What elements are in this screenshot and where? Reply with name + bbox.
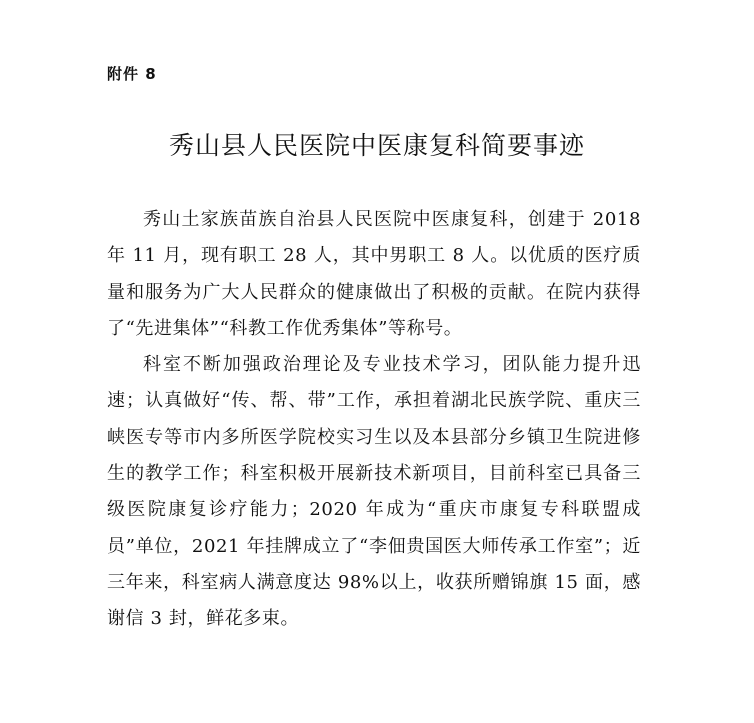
- paragraph-2: 科室不断加强政治理论及专业技术学习，团队能力提升迅速；认真做好“传、帮、带”工作，承担着湖北民族学院、重庆三峡医专等市内多所医学院校实习生以及本县部分乡镇卫生院进修生的教学工作；科室积极开展新技术新项目，目前科室已具备三级医院康复诊疗能力；2020 年成为“重庆市康复专科联盟成员”单位，2021 年挂牌成立了“李佃贵国医大师传承工作室”；近三年来，科室病人满意度达 98%以上，收获所赠锦旗 15 面，感谢信 3 封，鲜花多束。: [107, 354, 641, 630]
- attachment-label: 附件 8: [107, 65, 157, 83]
- document-body: [107, 202, 641, 638]
- document-title: 秀山县人民医院中医康复科简要事迹: [168, 131, 585, 160]
- paragraph-1: 秀山土家族苗族自治县人民医院中医康复科，创建于 2018 年 11 月，现有职工 28 人，其中男职工 8 人。以优质的医疗质量和服务为广大人民群众的健康做出了积极的贡献。在院内获得了“先进集体”“科教工作优秀集体”等称号。: [107, 209, 641, 339]
